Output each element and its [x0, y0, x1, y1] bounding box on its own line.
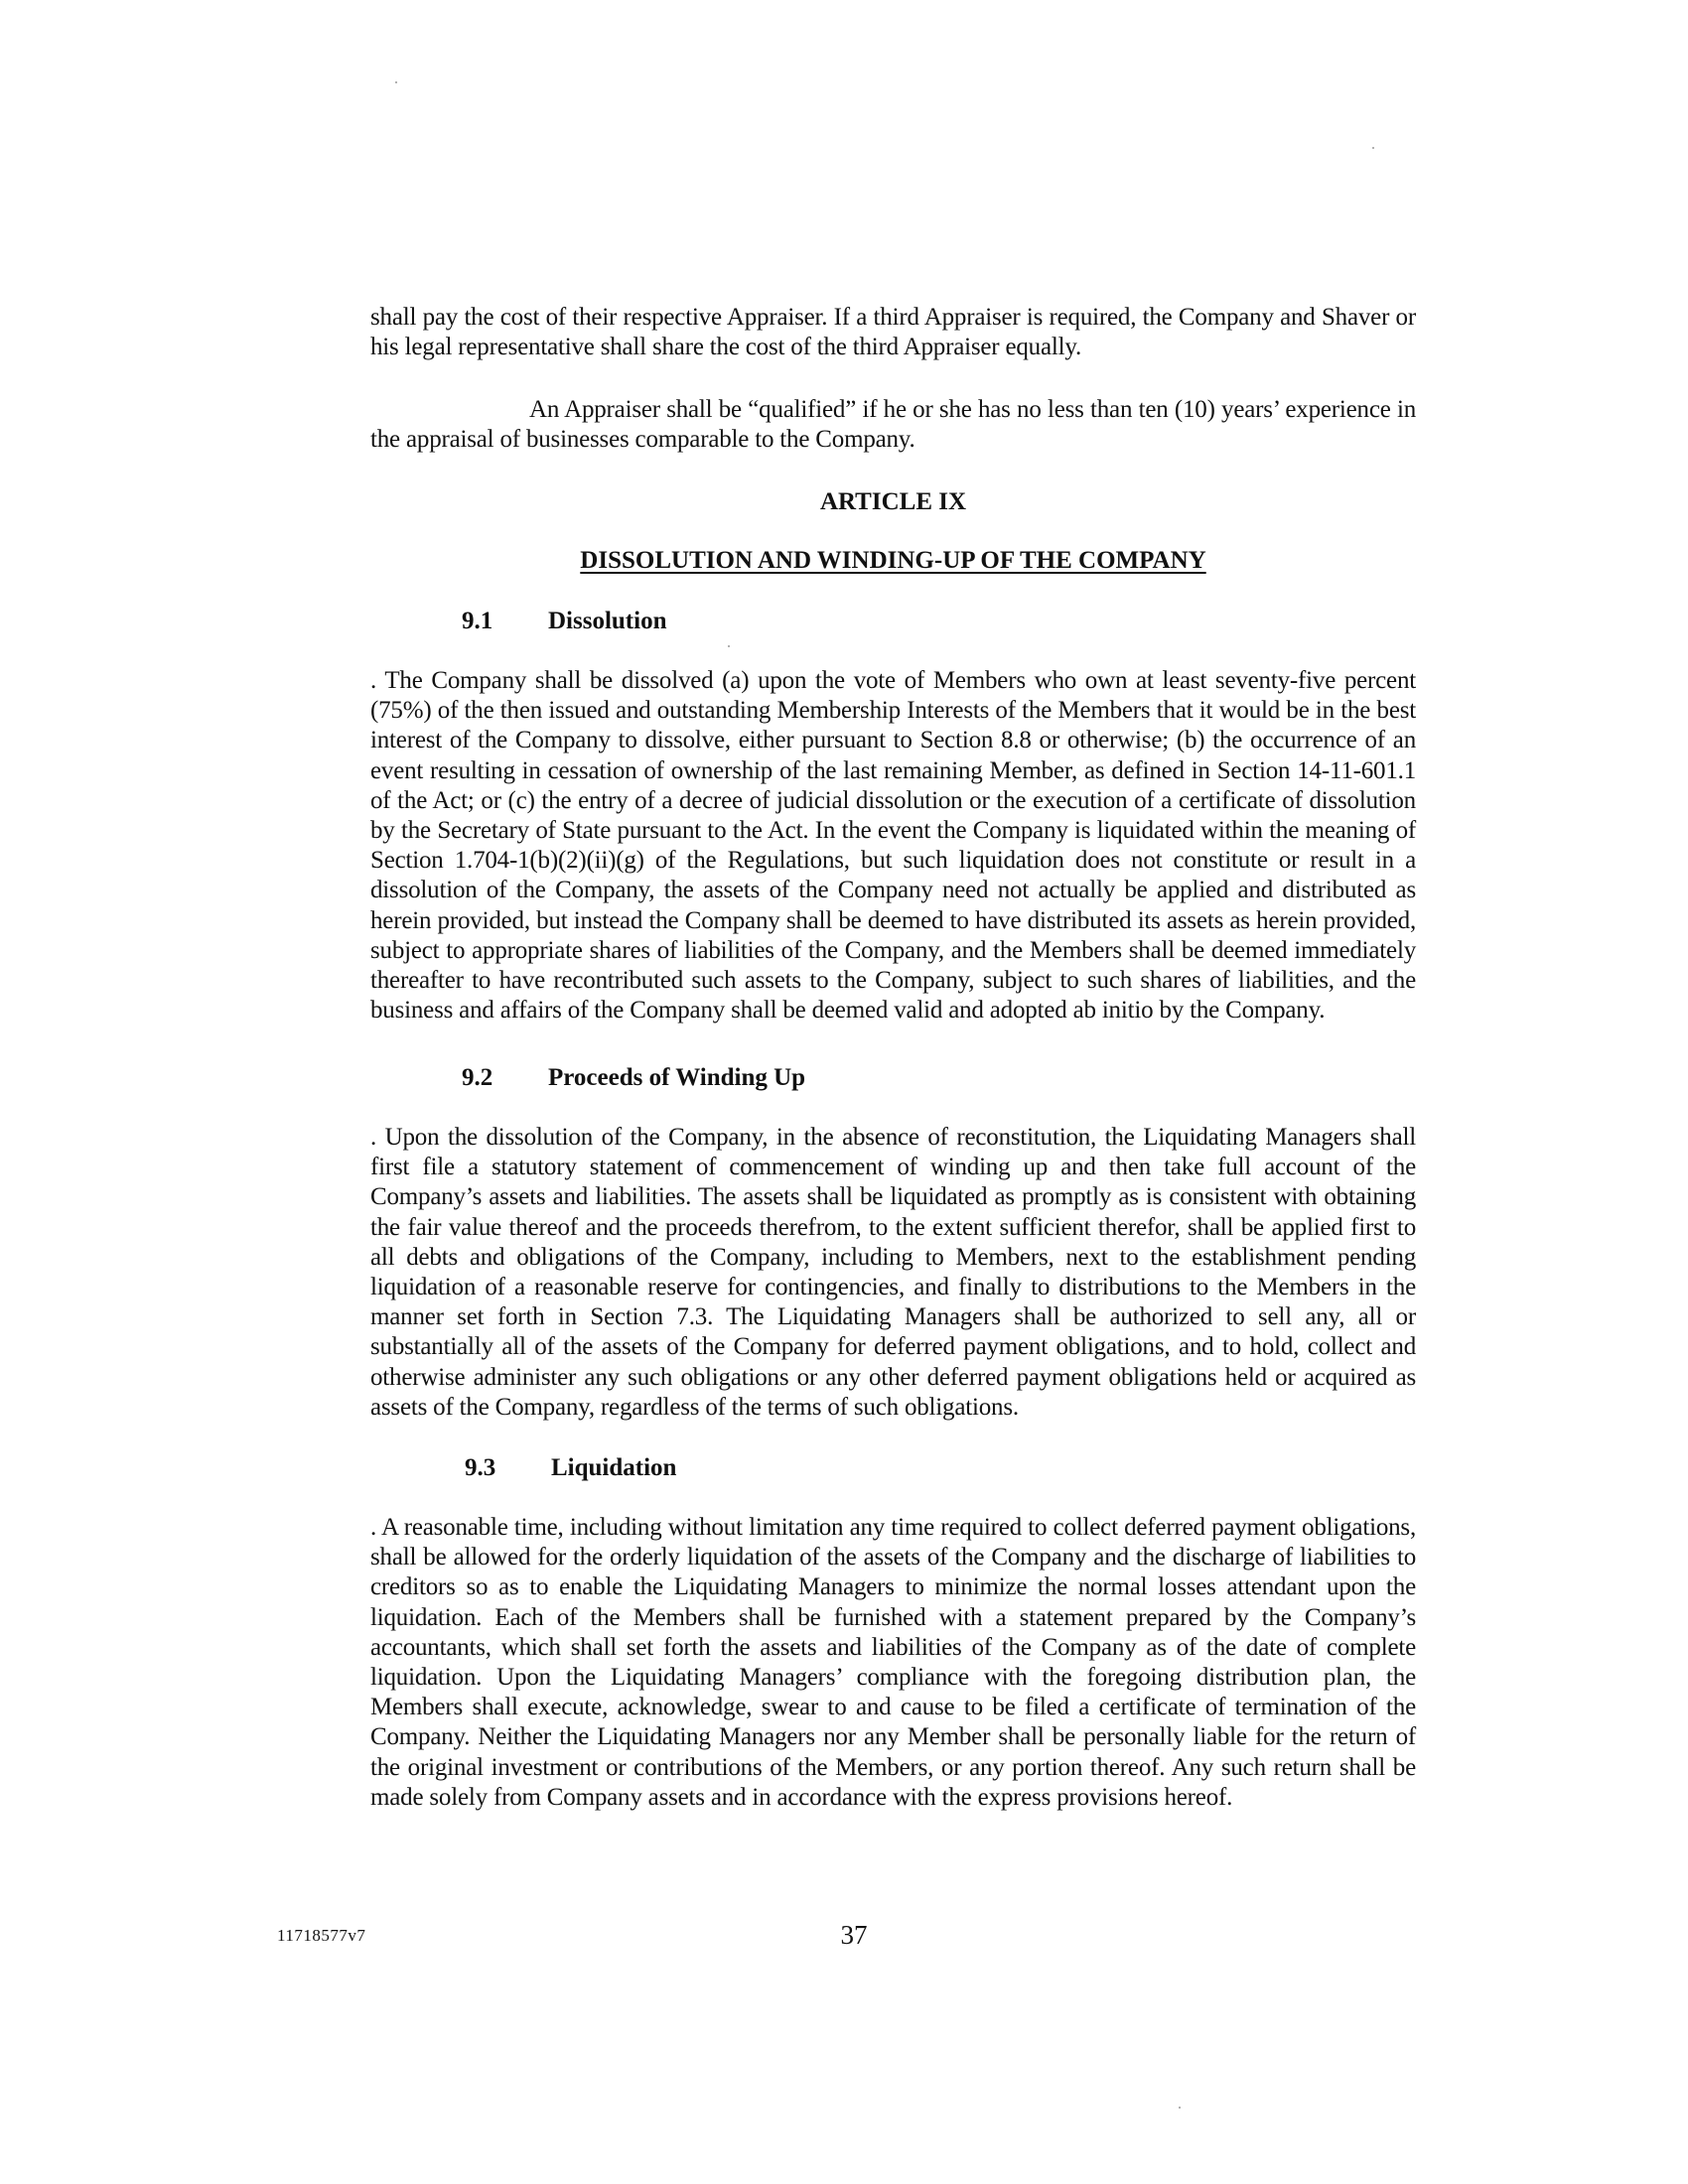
section-title: Dissolution: [548, 608, 667, 634]
scan-speck: [1179, 2107, 1181, 2109]
section-title: Proceeds of Winding Up: [548, 1064, 806, 1091]
article-label: ARTICLE IX: [819, 488, 967, 515]
section-paragraph: . Upon the dissolution of the Company, in the absence of reconstitution, the Liquidating Managers shall first file a statutory statement of commencement of winding up and then take full account of the Company’s assets and liabilities. The assets shall be liquidated as promptly as is consistent with obtaining the fair value thereof and the proceeds therefrom, to the extent sufficient therefor, shall be applied first to all debts and obligations of the Company, including to Members, next to the establishment pending liquidation of a reasonable reserve for contingencies, and finally to distributions to the Members in the manner set forth in Section 7.3. The Liquidating Managers shall be authorized to sell any, all or substantially all of the assets of the Company for deferred payment obligations, and to hold, collect and otherwise administer any such obligations or any other deferred payment obligations held or acquired as assets of the Company, regardless of the terms of such obligations.: [370, 1124, 1416, 1421]
scan-speck: [728, 645, 730, 647]
section-body-9-1: [370, 666, 1416, 1025]
section-number: 9.3: [465, 1454, 496, 1481]
section-title: Liquidation: [551, 1454, 677, 1481]
paragraph-appraiser-cost: shall pay the cost of their respective Appraiser. If a third Appraiser is required, the Company and Shaver or his legal representative shall share the cost of the third Appraiser equally.: [370, 304, 1416, 361]
article-title-text: DISSOLUTION AND WINDING-UP OF THE COMPANY: [580, 547, 1206, 574]
section-paragraph: . The Company shall be dissolved (a) upon the vote of Members who own at least seventy-five percent (75%) of the then issued and outstanding Membership Interests of the Members that it would be in the best interest of the Company to dissolve, either pursuant to Section 8.8 or otherwise; (b) the occurrence of an event resulting in cessation of ownership of the last remaining Member, as defined in Section 14-11-601.1 of the Act; or (c) the entry of a decree of judicial dissolution or the execution of a certificate of dissolution by the Secretary of State pursuant to the Act. In the event the Company is liquidated within the meaning of Section 1.704-1(b)(2)(ii)(g) of the Regulations, but such liquidation does not constitute or result in a dissolution of the Company, the assets of the Company need not actually be applied and distributed as herein provided, but instead the Company shall be deemed to have distributed its assets as herein provided, subject to appropriate shares of liabilities of the Company, and the Members shall be deemed immediately thereafter to have recontributed such assets to the Company, subject to such shares of liabilities, and the business and affairs of the Company shall be deemed valid and adopted ab initio by the Company.: [370, 667, 1416, 1024]
scan-speck: [1372, 147, 1374, 149]
section-body-9-2: [370, 1123, 1416, 1423]
article-title: [370, 547, 1416, 575]
continuation-paragraph-2: [370, 395, 1416, 455]
section-paragraph: . A reasonable time, including without limitation any time required to collect deferred payment obligations, shall be allowed for the orderly liquidation of the assets of the Company and the discharge of liabilities to creditors so as to enable the Liquidating Managers to minimize the normal losses attendant upon the liquidation. Each of the Members shall be furnished with a statement prepared by the Company’s accountants, which shall set forth the assets and liabilities of the Company as of the date of complete liquidation. Upon the Liquidating Managers’ compliance with the foregoing distribution plan, the Members shall execute, acknowledge, swear to and cause to be filed a certificate of termination of the Company. Neither the Liquidating Managers nor any Member shall be personally liable for the return of the original investment or contributions of the Members, or any portion thereof. Any such return shall be made solely from Company assets and in accordance with the express provisions hereof.: [370, 1514, 1416, 1811]
page-number: 37: [840, 1920, 868, 1950]
scan-speck: [395, 81, 397, 83]
section-body-9-3: [370, 1513, 1416, 1813]
section-number: 9.2: [462, 1064, 493, 1091]
section-number: 9.1: [462, 608, 493, 634]
paragraph-appraiser-qualified: An Appraiser shall be “qualified” if he or she has no less than ten (10) years’ experience in the appraisal of businesses comparable to the Company.: [370, 396, 1416, 454]
continuation-paragraph: [370, 303, 1416, 362]
document-id: 11718577v7: [277, 1926, 366, 1945]
